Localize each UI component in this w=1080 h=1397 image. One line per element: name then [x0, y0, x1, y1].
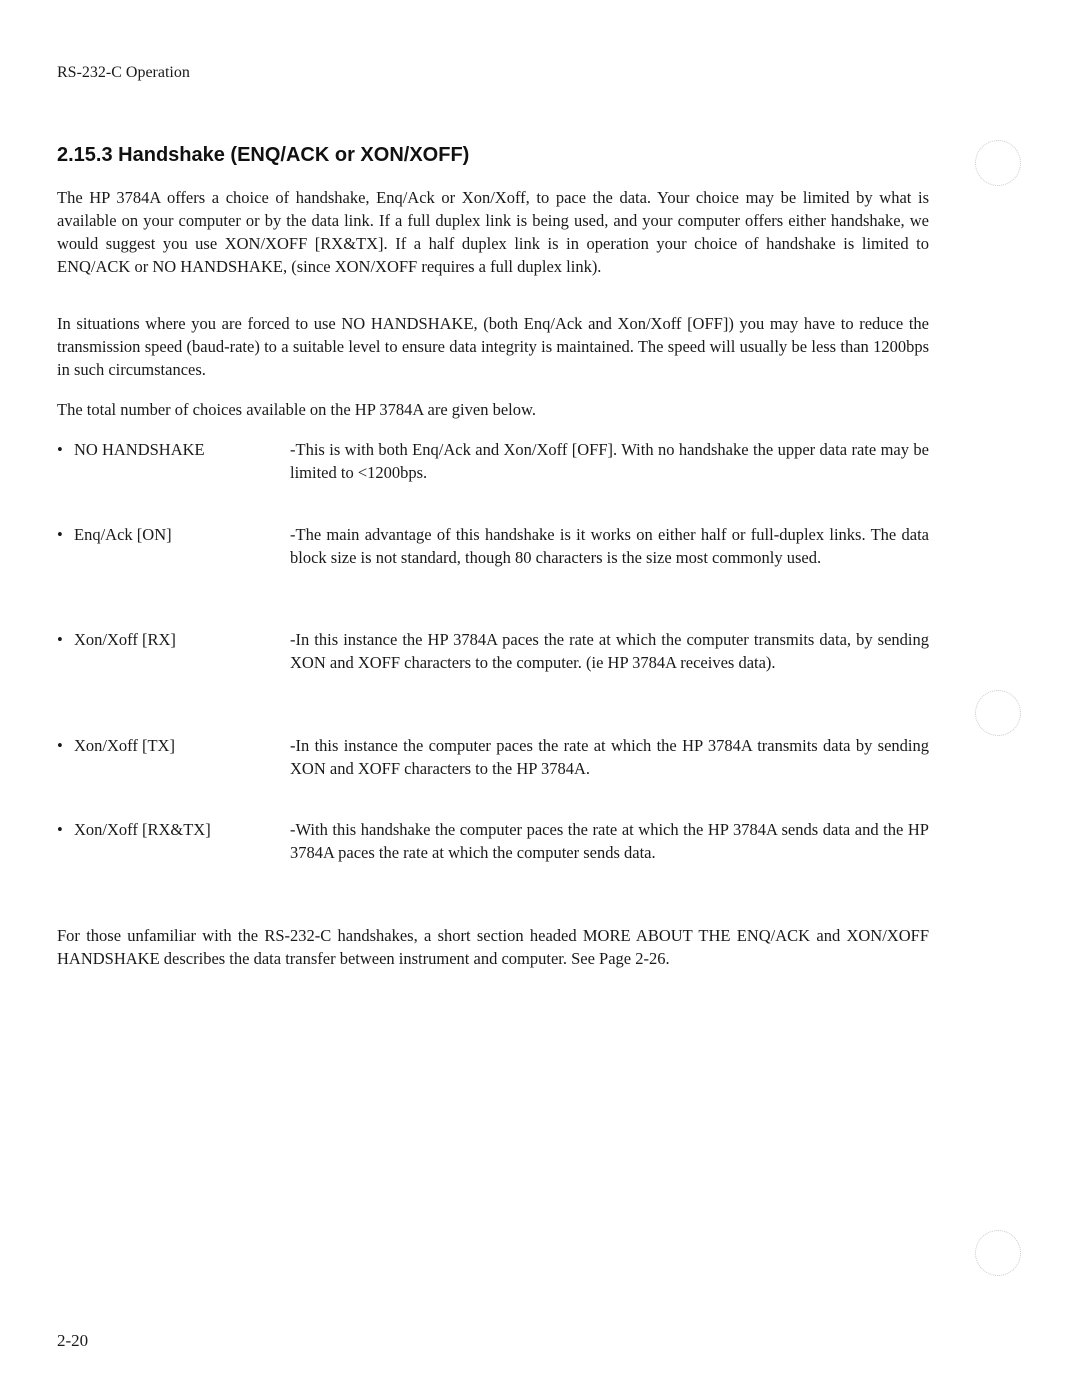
bullet-icon: •	[57, 630, 63, 649]
item-label: Enq/Ack [ON]	[74, 525, 172, 544]
bullet-icon: •	[57, 525, 63, 544]
page-number: 2-20	[57, 1331, 89, 1350]
choices-intro: The total number of choices available on the HP 3784A are given below.	[57, 400, 536, 419]
list-item	[57, 523, 929, 569]
item-label: Xon/Xoff [RX]	[74, 630, 176, 649]
item-label: Xon/Xoff [RX&TX]	[74, 820, 211, 839]
list-item	[57, 818, 929, 864]
bullet-icon: •	[57, 736, 63, 755]
list-item	[57, 438, 929, 484]
item-description: -This is with both Enq/Ack and Xon/Xoff [OFF]. With no handshake the upper data rate may be limited to <1200bps.	[290, 440, 929, 482]
section-heading: 2.15.3 Handshake (ENQ/ACK or XON/XOFF)	[57, 144, 470, 166]
intro-paragraph: The HP 3784A offers a choice of handshake, Enq/Ack or Xon/Xoff, to pace the data. Your choice may be limited by what is available on your computer or by the data link. If a full duplex link is being used, and your computer offers either handshake, we would suggest you use XON/XOFF [RX&TX]. If a half duplex link is in operation your choice of handshake is limited to ENQ/ACK or NO HANDSHAKE, (since XON/XOFF requires a full duplex link).	[57, 188, 929, 276]
bullet-icon: •	[57, 820, 63, 839]
item-description: -In this instance the HP 3784A paces the rate at which the computer transmits data, by sending XON and XOFF characters to the computer. (ie HP 3784A receives data).	[290, 630, 929, 672]
item-label: NO HANDSHAKE	[74, 440, 205, 459]
bullet-icon: •	[57, 440, 63, 459]
punch-hole-icon	[975, 1230, 1021, 1276]
list-item	[57, 628, 929, 674]
item-description: -With this handshake the computer paces the rate at which the HP 3784A sends data and the HP 3784A paces the rate at which the computer sends data.	[290, 820, 929, 862]
no-handshake-paragraph: In situations where you are forced to use NO HANDSHAKE, (both Enq/Ack and Xon/Xoff [OFF]) you may have to reduce the transmission speed (baud-rate) to a suitable level to ensure data integrity is maintained. The speed will usually be less than 1200bps in such circumstances.	[57, 314, 929, 379]
item-label: Xon/Xoff [TX]	[74, 736, 175, 755]
item-description: -The main advantage of this handshake is it works on either half or full-duplex links. The data block size is not standard, though 80 characters is the size most commonly used.	[290, 525, 929, 567]
punch-hole-icon	[975, 140, 1021, 186]
list-item	[57, 734, 929, 780]
closing-paragraph: For those unfamiliar with the RS-232-C handshakes, a short section headed MORE ABOUT THE ENQ/ACK and XON/XOFF HANDSHAKE describes the data transfer between instrument and computer. See Page 2-26.	[57, 926, 929, 968]
punch-hole-icon	[975, 690, 1021, 736]
running-header: RS-232-C Operation	[57, 64, 190, 81]
item-description: -In this instance the computer paces the rate at which the HP 3784A transmits data by sending XON and XOFF characters to the HP 3784A.	[290, 736, 929, 778]
